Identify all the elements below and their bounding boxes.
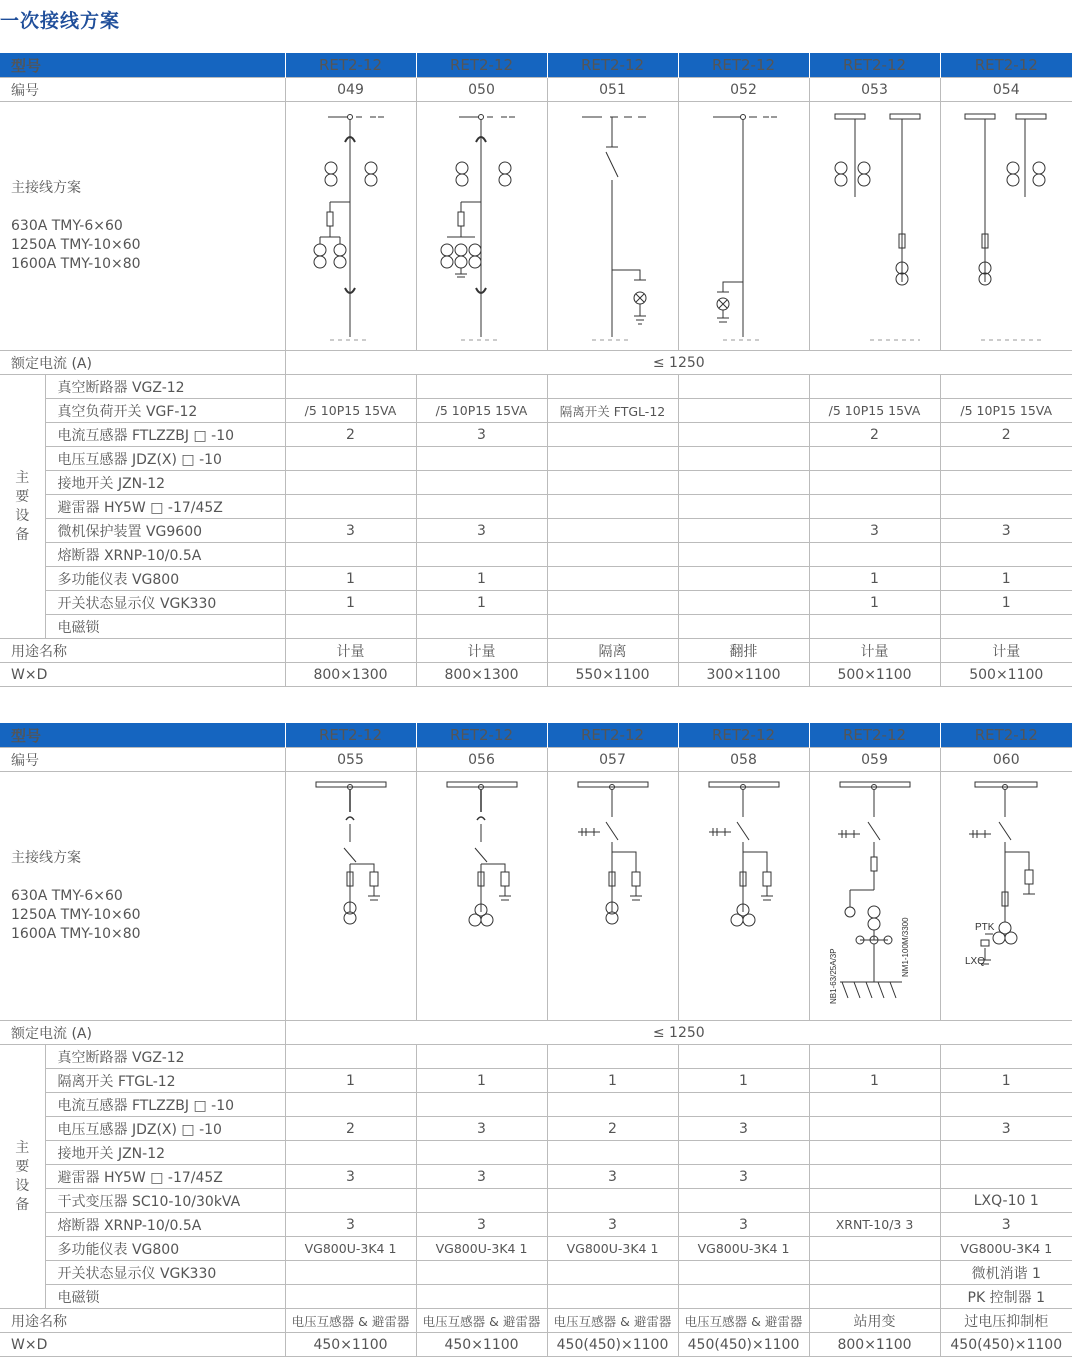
wiring-diagram-icon	[548, 772, 678, 1018]
equipment-value	[285, 1093, 416, 1117]
equipment-value	[809, 543, 940, 567]
group-label-char: 备	[15, 1196, 30, 1213]
wd-cell: 800×1300	[416, 663, 547, 687]
equipment-value: 1	[416, 567, 547, 591]
equipment-value	[416, 495, 547, 519]
wiring-diagram-051	[547, 102, 678, 351]
model-cell: RET2-12	[809, 53, 940, 78]
number-cell: 060	[940, 748, 1072, 772]
wiring-diagram-053	[809, 102, 940, 351]
number-cell: 050	[416, 78, 547, 102]
equipment-value	[547, 591, 678, 615]
equipment-value	[547, 1261, 678, 1285]
equipment-value	[285, 1141, 416, 1165]
equipment-value	[547, 1189, 678, 1213]
equipment-value	[940, 1165, 1072, 1189]
wiring-diagram-icon	[941, 772, 1071, 1018]
equipment-value	[547, 1093, 678, 1117]
equipment-name: 电流互感器 FTLZZBJ □ -10	[45, 423, 285, 447]
scheme-label: 主接线方案	[11, 179, 81, 196]
equipment-value: 3	[940, 519, 1072, 543]
equipment-value: 1	[678, 1069, 809, 1093]
equipment-name: 接地开关 JZN-12	[45, 471, 285, 495]
equipment-value: 1	[416, 1069, 547, 1093]
equipment-name: 电压互感器 JDZ(X) □ -10	[45, 447, 285, 471]
equipment-value	[416, 1189, 547, 1213]
equipment-value	[809, 1093, 940, 1117]
diagram-text: LXQ	[965, 956, 986, 967]
wiring-diagram-054	[940, 102, 1072, 351]
equipment-name: 开关状态显示仪 VGK330	[45, 1261, 285, 1285]
equipment-value	[547, 375, 678, 399]
equipment-value: /5 10P15 15VA	[285, 399, 416, 423]
equipment-value: 3	[285, 1213, 416, 1237]
equipment-value: 1	[285, 591, 416, 615]
wiring-diagram-icon	[679, 772, 809, 1018]
wiring-diagram-icon	[286, 772, 416, 1018]
equipment-value	[678, 471, 809, 495]
equipment-value	[678, 567, 809, 591]
spec-table-2	[0, 723, 1072, 1357]
number-cell: 049	[285, 78, 416, 102]
equipment-value: 1	[285, 1069, 416, 1093]
busbar-line: 630A TMY-6×60	[11, 217, 123, 234]
equipment-name: 接地开关 JZN-12	[45, 1141, 285, 1165]
equipment-value	[416, 1261, 547, 1285]
equipment-value	[678, 1141, 809, 1165]
equipment-value	[285, 471, 416, 495]
equipment-value: 3	[809, 519, 940, 543]
equipment-value	[547, 495, 678, 519]
equipment-value	[678, 1093, 809, 1117]
equipment-value	[547, 543, 678, 567]
spec-table-1	[0, 53, 1072, 687]
usage-cell: 计量	[285, 639, 416, 663]
wiring-diagram-icon	[810, 772, 940, 1018]
equipment-value	[809, 495, 940, 519]
group-label-char: 设	[15, 1177, 30, 1194]
equipment-value	[285, 495, 416, 519]
equipment-value: /5 10P15 15VA	[416, 399, 547, 423]
model-cell: RET2-12	[416, 723, 547, 748]
wiring-diagram-057	[547, 772, 678, 1021]
diagram-text: NB1-63/25A/3P	[828, 948, 838, 1004]
usage-cell: 计量	[940, 639, 1072, 663]
wiring-diagram-icon	[417, 772, 547, 1018]
equipment-value: 1	[940, 591, 1072, 615]
number-cell: 054	[940, 78, 1072, 102]
main-equipment-group-label	[0, 375, 45, 639]
wd-label: W×D	[0, 1333, 285, 1357]
wd-cell: 300×1100	[678, 663, 809, 687]
diagram-text: PTK	[975, 922, 995, 933]
equipment-value	[678, 423, 809, 447]
equipment-name: 真空断路器 VGZ-12	[45, 1045, 285, 1069]
equipment-value	[940, 447, 1072, 471]
equipment-value: 2	[285, 1117, 416, 1141]
equipment-value: 3	[547, 1165, 678, 1189]
equipment-value	[285, 447, 416, 471]
equipment-name: 多功能仪表 VG800	[45, 1237, 285, 1261]
usage-cell: 过电压抑制柜	[940, 1309, 1072, 1333]
usage-cell: 翻排	[678, 639, 809, 663]
model-cell: RET2-12	[547, 723, 678, 748]
equipment-value	[940, 495, 1072, 519]
equipment-name: 真空断路器 VGZ-12	[45, 375, 285, 399]
wd-label: W×D	[0, 663, 285, 687]
equipment-value: 3	[416, 423, 547, 447]
model-cell: RET2-12	[547, 53, 678, 78]
wiring-diagram-050	[416, 102, 547, 351]
wd-cell: 450×1100	[416, 1333, 547, 1357]
scheme-label: 主接线方案	[11, 849, 81, 866]
usage-label: 用途名称	[0, 1309, 285, 1333]
number-cell: 053	[809, 78, 940, 102]
equipment-value	[416, 1285, 547, 1309]
equipment-value	[547, 471, 678, 495]
number-cell: 058	[678, 748, 809, 772]
number-label: 编号	[0, 78, 285, 102]
equipment-value	[547, 1141, 678, 1165]
equipment-value: VG800U-3K4 1	[547, 1237, 678, 1261]
number-cell: 055	[285, 748, 416, 772]
equipment-value	[678, 375, 809, 399]
equipment-value: 3	[416, 1213, 547, 1237]
equipment-value: XRNT-10/3 3	[809, 1213, 940, 1237]
header-label: 型号	[0, 723, 285, 748]
equipment-value	[809, 1117, 940, 1141]
equipment-value	[547, 567, 678, 591]
equipment-value: 1	[285, 567, 416, 591]
equipment-value	[416, 471, 547, 495]
equipment-value: 1	[809, 1069, 940, 1093]
equipment-value: 3	[416, 1165, 547, 1189]
group-label-char: 备	[15, 526, 30, 543]
busbar-line: 1600A TMY-10×80	[11, 255, 141, 272]
group-label-char: 设	[15, 507, 30, 524]
equipment-value: 3	[416, 1117, 547, 1141]
equipment-value: PK 控制器 1	[940, 1285, 1072, 1309]
equipment-name: 真空负荷开关 VGF-12	[45, 399, 285, 423]
wd-cell: 500×1100	[940, 663, 1072, 687]
equipment-value: LXQ-10 1	[940, 1189, 1072, 1213]
equipment-value: VG800U-3K4 1	[285, 1237, 416, 1261]
usage-cell: 站用变	[809, 1309, 940, 1333]
equipment-value	[678, 1261, 809, 1285]
number-label: 编号	[0, 748, 285, 772]
equipment-value	[547, 615, 678, 639]
equipment-value: 3	[940, 1117, 1072, 1141]
equipment-value: 隔离开关 FTGL-12	[547, 399, 678, 423]
model-cell: RET2-12	[285, 53, 416, 78]
equipment-value: 3	[285, 1165, 416, 1189]
header-label: 型号	[0, 53, 285, 78]
equipment-value: /5 10P15 15VA	[940, 399, 1072, 423]
model-cell: RET2-12	[285, 723, 416, 748]
equipment-value	[809, 1189, 940, 1213]
equipment-value	[940, 543, 1072, 567]
wd-cell: 450(450)×1100	[547, 1333, 678, 1357]
equipment-value	[285, 543, 416, 567]
usage-cell: 电压互感器 & 避雷器	[416, 1309, 547, 1333]
equipment-value: VG800U-3K4 1	[678, 1237, 809, 1261]
equipment-value: 3	[285, 519, 416, 543]
rated-current-value: ≤ 1250	[285, 351, 1072, 375]
equipment-value	[547, 447, 678, 471]
wiring-diagram-058	[678, 772, 809, 1021]
equipment-value	[809, 1141, 940, 1165]
equipment-value	[285, 1261, 416, 1285]
equipment-value: 1	[547, 1069, 678, 1093]
equipment-value	[940, 1093, 1072, 1117]
wd-cell: 450×1100	[285, 1333, 416, 1357]
scheme-label-cell	[0, 772, 285, 1021]
equipment-value	[416, 1093, 547, 1117]
model-cell: RET2-12	[678, 723, 809, 748]
equipment-value	[678, 519, 809, 543]
equipment-value	[678, 399, 809, 423]
equipment-value: 3	[547, 1213, 678, 1237]
equipment-value: 1	[940, 1069, 1072, 1093]
equipment-value	[678, 447, 809, 471]
equipment-name: 熔断器 XRNP-10/0.5A	[45, 1213, 285, 1237]
usage-cell: 计量	[416, 639, 547, 663]
equipment-value	[678, 495, 809, 519]
equipment-value: 2	[940, 423, 1072, 447]
wiring-diagram-icon	[810, 102, 940, 348]
equipment-value	[940, 471, 1072, 495]
equipment-value	[416, 447, 547, 471]
equipment-value: 2	[809, 423, 940, 447]
wiring-diagram-049	[285, 102, 416, 351]
equipment-value	[416, 375, 547, 399]
rated-current-label: 额定电流 (A)	[0, 351, 285, 375]
equipment-value: 3	[678, 1213, 809, 1237]
equipment-name: 开关状态显示仪 VGK330	[45, 591, 285, 615]
wiring-diagram-052	[678, 102, 809, 351]
number-cell: 056	[416, 748, 547, 772]
equipment-value	[416, 615, 547, 639]
equipment-value: 3	[416, 519, 547, 543]
wiring-diagram-059	[809, 772, 940, 1021]
usage-cell: 隔离	[547, 639, 678, 663]
busbar-line: 1250A TMY-10×60	[11, 236, 141, 253]
equipment-value: 1	[416, 591, 547, 615]
equipment-value	[678, 543, 809, 567]
model-cell: RET2-12	[940, 53, 1072, 78]
equipment-name: 电压互感器 JDZ(X) □ -10	[45, 1117, 285, 1141]
usage-cell: 计量	[809, 639, 940, 663]
equipment-value	[678, 615, 809, 639]
group-label-char: 要	[15, 488, 30, 505]
equipment-value: 微机消谐 1	[940, 1261, 1072, 1285]
number-cell: 059	[809, 748, 940, 772]
wiring-diagram-060	[940, 772, 1072, 1021]
equipment-value: VG800U-3K4 1	[416, 1237, 547, 1261]
equipment-value: VG800U-3K4 1	[940, 1237, 1072, 1261]
equipment-value: 1	[809, 591, 940, 615]
usage-cell: 电压互感器 & 避雷器	[547, 1309, 678, 1333]
equipment-value	[678, 1285, 809, 1309]
wd-cell: 550×1100	[547, 663, 678, 687]
equipment-name: 电流互感器 FTLZZBJ □ -10	[45, 1093, 285, 1117]
scheme-label-cell	[0, 102, 285, 351]
wd-cell: 450(450)×1100	[940, 1333, 1072, 1357]
equipment-value	[809, 471, 940, 495]
rated-current-label: 额定电流 (A)	[0, 1021, 285, 1045]
equipment-value: 1	[940, 567, 1072, 591]
equipment-value	[940, 375, 1072, 399]
equipment-value	[940, 615, 1072, 639]
equipment-value: 1	[809, 567, 940, 591]
model-cell: RET2-12	[416, 53, 547, 78]
equipment-value	[678, 591, 809, 615]
equipment-value: 2	[547, 1117, 678, 1141]
equipment-value	[809, 447, 940, 471]
rated-current-value: ≤ 1250	[285, 1021, 1072, 1045]
wiring-diagram-055	[285, 772, 416, 1021]
equipment-value	[547, 423, 678, 447]
equipment-value	[809, 1261, 940, 1285]
equipment-value	[547, 519, 678, 543]
equipment-value	[416, 543, 547, 567]
equipment-value: 3	[940, 1213, 1072, 1237]
equipment-name: 干式变压器 SC10-10/30kVA	[45, 1189, 285, 1213]
equipment-value: /5 10P15 15VA	[809, 399, 940, 423]
model-cell: RET2-12	[678, 53, 809, 78]
equipment-value	[285, 1285, 416, 1309]
equipment-value	[809, 1237, 940, 1261]
usage-label: 用途名称	[0, 639, 285, 663]
equipment-value	[678, 1189, 809, 1213]
wiring-diagram-icon	[548, 102, 678, 348]
equipment-name: 隔离开关 FTGL-12	[45, 1069, 285, 1093]
equipment-value	[809, 1045, 940, 1069]
equipment-value	[416, 1141, 547, 1165]
group-label-char: 要	[15, 1158, 30, 1175]
busbar-line: 630A TMY-6×60	[11, 887, 123, 904]
number-cell: 057	[547, 748, 678, 772]
equipment-value	[809, 615, 940, 639]
equipment-value	[285, 1045, 416, 1069]
main-equipment-group-label	[0, 1045, 45, 1309]
equipment-value	[285, 375, 416, 399]
equipment-name: 电磁锁	[45, 1285, 285, 1309]
equipment-value	[285, 615, 416, 639]
wd-cell: 450(450)×1100	[678, 1333, 809, 1357]
busbar-line: 1250A TMY-10×60	[11, 906, 141, 923]
equipment-value: 3	[678, 1165, 809, 1189]
equipment-value	[809, 375, 940, 399]
wd-cell: 800×1100	[809, 1333, 940, 1357]
equipment-value: 3	[678, 1117, 809, 1141]
wiring-diagram-icon	[679, 102, 809, 348]
wiring-diagram-056	[416, 772, 547, 1021]
model-cell: RET2-12	[809, 723, 940, 748]
group-label-char: 主	[15, 1139, 30, 1156]
equipment-value	[940, 1141, 1072, 1165]
wd-cell: 800×1300	[285, 663, 416, 687]
wiring-diagram-icon	[286, 102, 416, 348]
diagram-text: NM1-100M/3300	[900, 917, 910, 977]
equipment-value	[809, 1285, 940, 1309]
equipment-value	[940, 1045, 1072, 1069]
wiring-diagram-icon	[417, 102, 547, 348]
model-cell: RET2-12	[940, 723, 1072, 748]
busbar-line: 1600A TMY-10×80	[11, 925, 141, 942]
number-cell: 052	[678, 78, 809, 102]
equipment-value	[678, 1045, 809, 1069]
usage-cell: 电压互感器 & 避雷器	[678, 1309, 809, 1333]
equipment-name: 避雷器 HY5W □ -17/45Z	[45, 1165, 285, 1189]
equipment-value: 2	[285, 423, 416, 447]
page-title: 一次接线方案	[0, 10, 121, 32]
equipment-value	[809, 1165, 940, 1189]
equipment-value	[547, 1285, 678, 1309]
equipment-name: 微机保护装置 VG9600	[45, 519, 285, 543]
wiring-diagram-icon	[941, 102, 1071, 348]
equipment-name: 避雷器 HY5W □ -17/45Z	[45, 495, 285, 519]
usage-cell: 电压互感器 & 避雷器	[285, 1309, 416, 1333]
equipment-value	[285, 1189, 416, 1213]
equipment-name: 熔断器 XRNP-10/0.5A	[45, 543, 285, 567]
equipment-value	[416, 1045, 547, 1069]
equipment-value	[547, 1045, 678, 1069]
wd-cell: 500×1100	[809, 663, 940, 687]
equipment-name: 多功能仪表 VG800	[45, 567, 285, 591]
equipment-name: 电磁锁	[45, 615, 285, 639]
group-label-char: 主	[15, 469, 30, 486]
number-cell: 051	[547, 78, 678, 102]
